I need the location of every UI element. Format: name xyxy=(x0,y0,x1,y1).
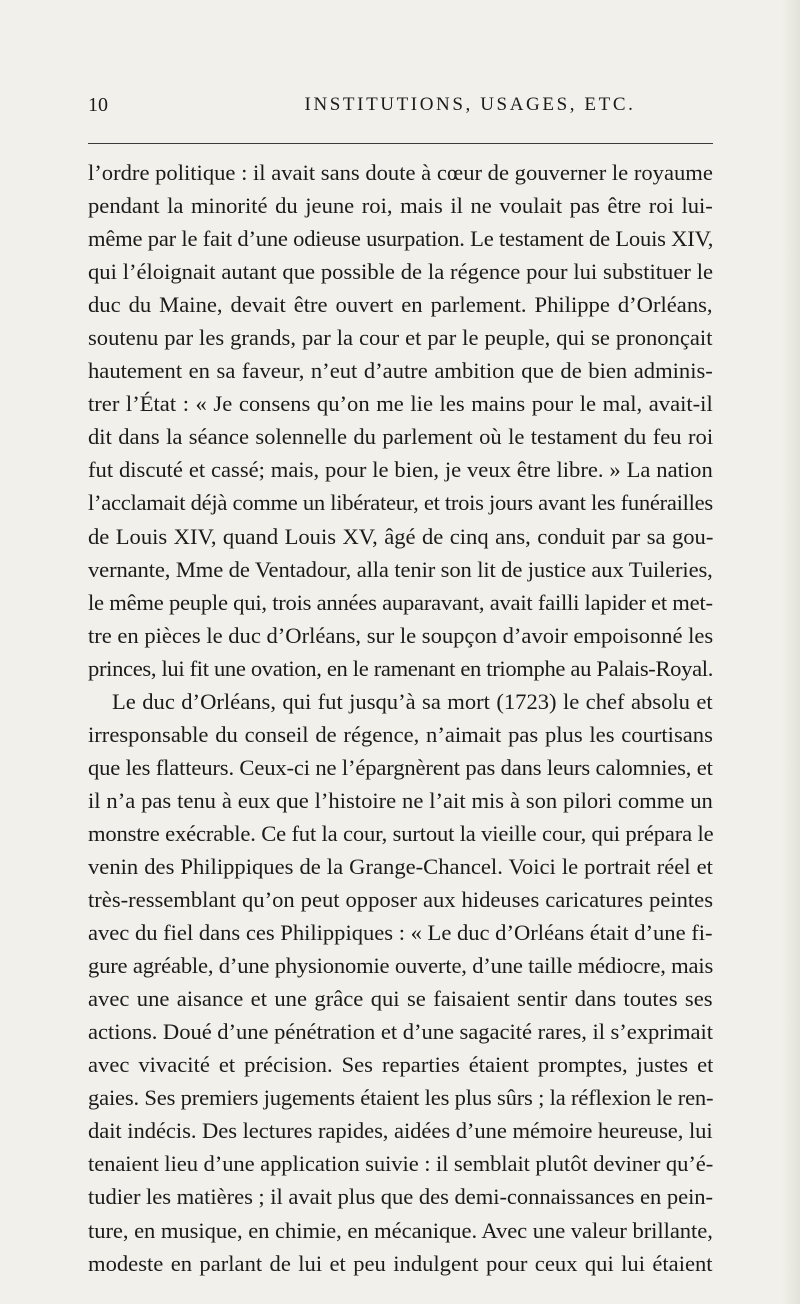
text-line: gure agréable, d’une physionomie ouverte, d’une taille médiocre, mais xyxy=(88,953,713,979)
text-line: que les flatteurs. Ceux-ci ne l’épargnèrent pas dans leurs calomnies, et xyxy=(88,754,713,780)
text-line: vernante, Mme de Ventadour, alla tenir son lit de justice aux Tuileries, xyxy=(88,556,713,582)
text-line: il n’a pas tenu à eux que l’histoire ne l’ait mis à son pilori comme un xyxy=(88,787,713,813)
text-line: même par le fait d’une odieuse usurpation. Le testament de Louis XIV, xyxy=(88,226,713,252)
text-line: princes, lui fit une ovation, en le ramenant en triomphe au Palais-Royal. xyxy=(88,655,713,681)
text-line: tre en pièces le duc d’Orléans, sur le soupçon d’avoir empoisonné les xyxy=(88,622,713,648)
text-line: de Louis XIV, quand Louis XV, âgé de cinq ans, conduit par sa gou- xyxy=(88,523,713,549)
text-line: actions. Doué d’une pénétration et d’une sagacité rares, il s’exprimait xyxy=(88,1019,713,1045)
page-number: 10 xyxy=(88,94,108,116)
text-line: qui l’éloignait autant que possible de la régence pour lui substituer le xyxy=(88,259,713,285)
text-line: pendant la minorité du jeune roi, mais il ne voulait pas être roi lui- xyxy=(88,193,713,219)
text-line: soutenu par les grands, par la cour et par le peuple, qui se prononçait xyxy=(88,325,713,351)
text-line: ture, en musique, en chimie, en mécanique. Avec une valeur brillante, xyxy=(88,1217,713,1243)
running-title: INSTITUTIONS, USAGES, ETC. xyxy=(304,94,636,115)
header-rule xyxy=(88,143,713,144)
text-line: venin des Philippiques de la Grange-Chancel. Voici le portrait réel et xyxy=(88,853,713,879)
text-line: modeste en parlant de lui et peu indulgent pour ceux qui lui étaient xyxy=(88,1250,713,1276)
text-line: irresponsable du conseil de régence, n’aimait pas plus les courtisans xyxy=(88,721,713,747)
text-line: le même peuple qui, trois années auparavant, avait failli lapider et met- xyxy=(88,589,713,615)
text-line: l’acclamait déjà comme un libérateur, et trois jours avant les funérailles xyxy=(88,490,713,516)
text-line: tudier les matières ; il avait plus que des demi-connaissances en pein- xyxy=(88,1184,713,1210)
text-line: Le duc d’Orléans, qui fut jusqu’à sa mort (1723) le chef absolu et xyxy=(112,688,713,714)
text-line: trer l’État : « Je consens qu’on me lie les mains pour le mal, avait-il xyxy=(88,391,713,417)
text-line: gaies. Ses premiers jugements étaient les plus sûrs ; la réflexion le ren- xyxy=(88,1085,713,1111)
text-line: tenaient lieu d’une application suivie : il semblait plutôt deviner qu’é- xyxy=(88,1151,713,1177)
text-line: avec vivacité et précision. Ses reparties étaient promptes, justes et xyxy=(88,1052,713,1078)
text-line: monstre exécrable. Ce fut la cour, surtout la vieille cour, qui prépara le xyxy=(88,820,713,846)
page-edge-shadow xyxy=(782,0,800,1304)
text-line: hautement en sa faveur, n’eut d’autre ambition que de bien adminis- xyxy=(88,358,713,384)
running-head xyxy=(88,93,712,121)
text-line: l’ordre politique : il avait sans doute à cœur de gouverner le royaume xyxy=(88,160,713,185)
body-text xyxy=(88,156,713,1280)
text-line: fut discuté et cassé; mais, pour le bien, je veux être libre. » La nation xyxy=(88,457,713,483)
text-line: dit dans la séance solennelle du parlement où le testament du feu roi xyxy=(88,424,713,450)
text-line: très-ressemblant qu’on peut opposer aux hideuses caricatures peintes xyxy=(88,887,713,913)
text-line: avec du fiel dans ces Philippiques : « Le duc d’Orléans était d’une fi- xyxy=(88,920,713,946)
text-line: dait indécis. Des lectures rapides, aidées d’une mémoire heureuse, lui xyxy=(88,1118,713,1144)
text-line: avec une aisance et une grâce qui se faisaient sentir dans toutes ses xyxy=(88,986,713,1012)
text-line: duc du Maine, devait être ouvert en parlement. Philippe d’Orléans, xyxy=(88,292,713,318)
